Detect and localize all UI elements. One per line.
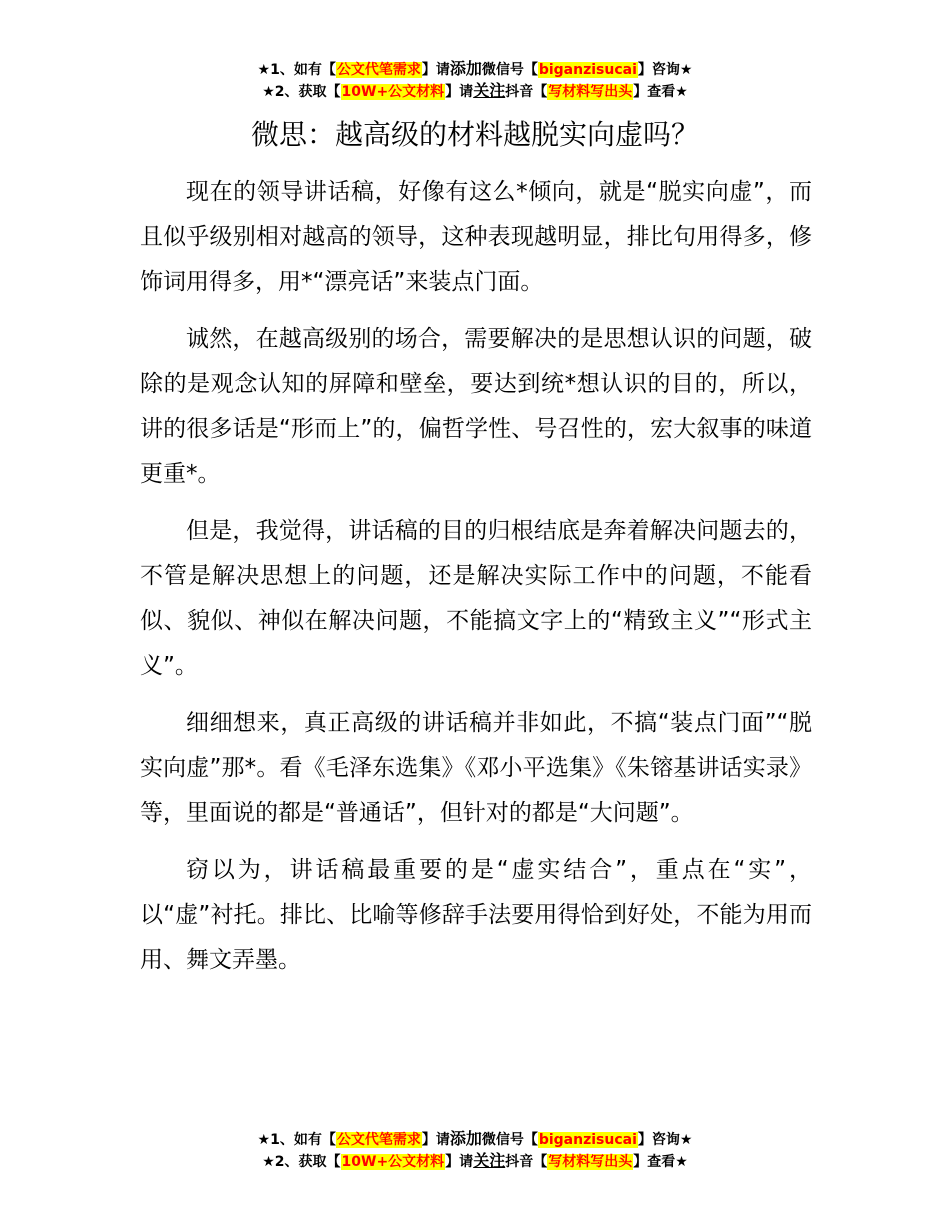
banner-line-1 <box>0 1128 950 1150</box>
banner-highlight: 公文代笔需求 <box>336 62 421 78</box>
banner-emphasis: 添加 <box>449 59 482 78</box>
banner-emphasis: 关注 <box>473 1151 506 1170</box>
banner-emphasis: 添加 <box>449 1129 482 1148</box>
banner-text: ★1、如有【 <box>257 1132 336 1148</box>
paragraph: 诚然，在越高级别的场合，需要解决的是思想认识的问题，破除的是观念认知的屏障和壁垒，要达到统*想认识的目的，所以，讲的很多话是“形而上”的，偏哲学性、号召性的，宏大叙事的味道更重*。 <box>140 326 812 487</box>
paragraph: 现在的领导讲话稿，好像有这么*倾向，就是“脱实向虚”，而且似乎级别相对越高的领导，这种表现越明显，排比句用得多，修饰词用得多，用*“漂亮话”来装点门面。 <box>140 179 812 295</box>
banner-text: ★2、获取【 <box>262 1154 341 1170</box>
paragraph: 窃以为，讲话稿最重要的是“虚实结合”，重点在“实”，以“虚”衬托。排比、比喻等修辞手法要用得恰到好处，不能为用而用、舞文弄墨。 <box>140 857 812 973</box>
document-title: 微思：越高级的材料越脱实向虚吗？ <box>250 118 699 151</box>
banner-highlight: 公文代笔需求 <box>336 1132 421 1148</box>
banner-text: 】请 <box>421 1132 450 1148</box>
banner-text: 】查看★ <box>633 84 688 100</box>
banner-text: 】咨询★ <box>637 62 693 78</box>
banner-wechat-id: biganzisucai <box>538 62 637 78</box>
banner-text: 抖音【 <box>505 1154 548 1170</box>
banner-text: 微信号【 <box>481 1132 538 1148</box>
banner-text: 微信号【 <box>481 62 538 78</box>
banner-text: 抖音【 <box>505 84 548 100</box>
banner-text: ★2、获取【 <box>262 84 341 100</box>
banner-highlight: 10W+公文材料 <box>341 84 445 100</box>
banner-emphasis: 关注 <box>473 81 506 100</box>
banner-text: ★1、如有【 <box>257 62 336 78</box>
footer-banner <box>0 1128 950 1172</box>
banner-highlight: 10W+公文材料 <box>341 1154 445 1170</box>
document-body <box>140 170 812 995</box>
banner-douyin-id: 写材料写出头 <box>548 84 633 100</box>
banner-line-1 <box>0 58 950 80</box>
banner-text: 】查看★ <box>633 1154 688 1170</box>
banner-text: 】请 <box>445 84 474 100</box>
banner-douyin-id: 写材料写出头 <box>548 1154 633 1170</box>
banner-text: 】请 <box>421 62 450 78</box>
banner-text: 】咨询★ <box>637 1132 693 1148</box>
paragraph: 但是，我觉得，讲话稿的目的归根结底是奔着解决问题去的，不管是解决思想上的问题，还是解决实际工作中的问题，不能看似、貌似、神似在解决问题，不能搞文字上的“精致主义”“形式主义”。 <box>140 518 812 679</box>
banner-line-2 <box>0 1150 950 1172</box>
paragraph: 细细想来，真正高级的讲话稿并非如此，不搞“装点门面”“脱实向虚”那*。看《毛泽东选集》《邓小平选集》《朱镕基讲话实录》等，里面说的都是“普通话”，但针对的都是“大问题”。 <box>140 710 812 826</box>
header-banner <box>0 58 950 102</box>
banner-text: 】请 <box>445 1154 474 1170</box>
banner-wechat-id: biganzisucai <box>538 1132 637 1148</box>
banner-line-2 <box>0 80 950 102</box>
